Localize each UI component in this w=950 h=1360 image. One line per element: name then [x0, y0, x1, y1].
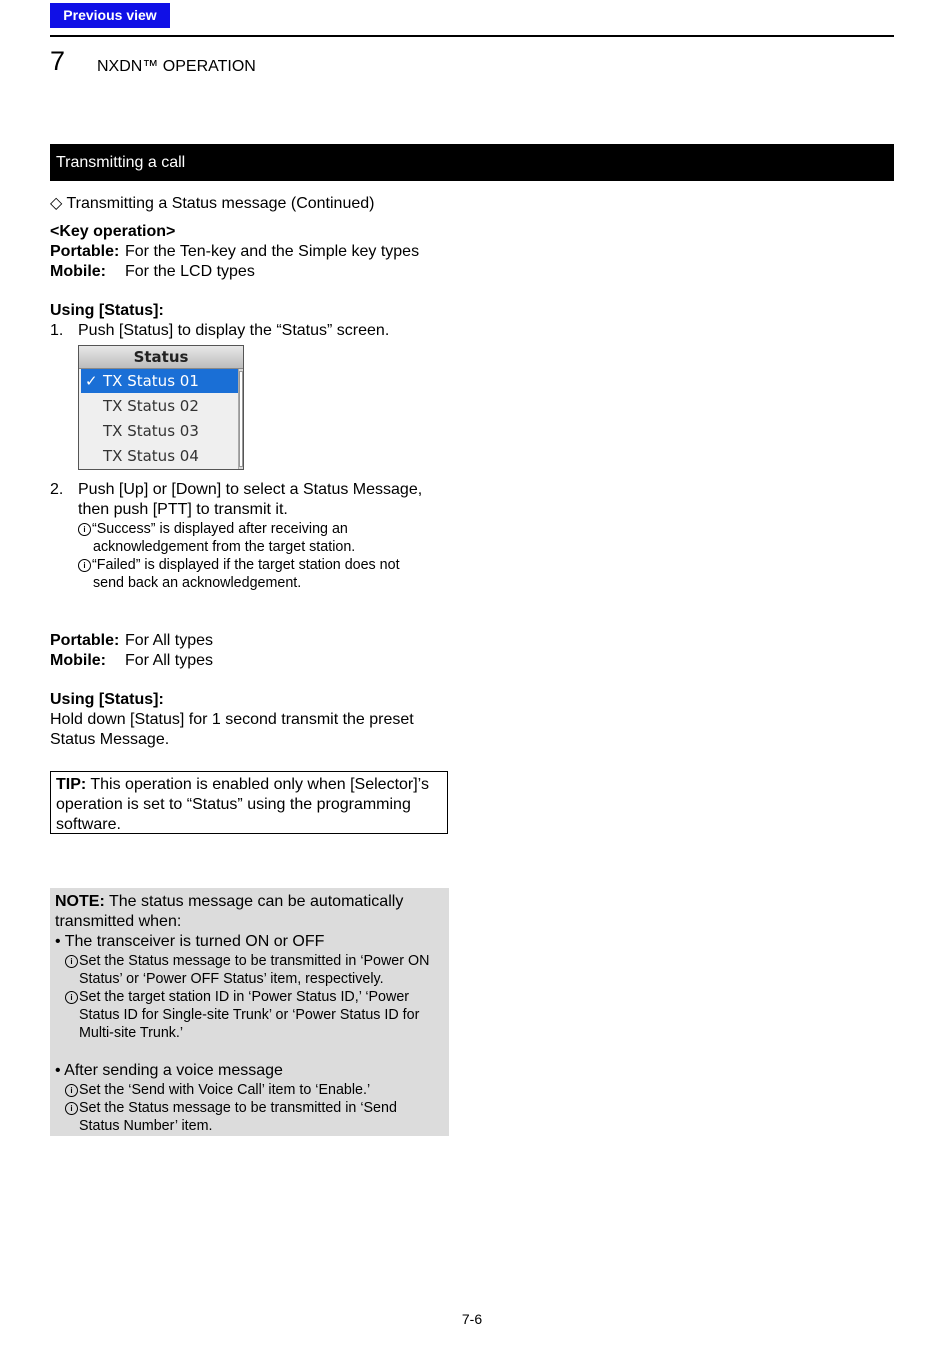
section-title: Transmitting a call [50, 144, 894, 181]
lcd-list-item[interactable] [81, 394, 238, 418]
previous-view-button[interactable]: Previous view [50, 3, 170, 28]
row-text: For the LCD types [125, 263, 255, 280]
key-op-portable-row [50, 242, 419, 262]
chapter-title: NXDN™ OPERATION [97, 58, 256, 75]
lcd-item-label: TX Status 04 [103, 447, 199, 465]
note-subitem-text: Set the ‘Send with Voice Call’ item to ‘Enable.’ [79, 1082, 371, 1098]
row-label: Mobile: [50, 652, 106, 669]
note-text: The status message can be automatically [104, 893, 404, 910]
tip-line: operation is set to “Status” using the programming [56, 796, 411, 813]
note-subitem-text: Set the target station ID in ‘Power Status ID,’ ‘Power [79, 989, 410, 1005]
info-icon: i [65, 1084, 78, 1097]
all-types-portable-row [50, 631, 213, 651]
step-2-continued: then push [PTT] to transmit it. [78, 501, 288, 518]
check-icon: ✓ [85, 372, 98, 390]
chapter-number: 7 [50, 46, 66, 76]
step-1 [50, 321, 389, 341]
note-subitem-continued: Status ID for Single-site Trunk’ or ‘Power Status ID for [79, 1007, 420, 1023]
note-subitem-continued: Status’ or ‘Power OFF Status’ item, respectively. [79, 971, 384, 987]
step-number: 2. [50, 481, 64, 498]
note-subitem [55, 1099, 444, 1117]
header-rule [50, 35, 894, 37]
note-bullet: • After sending a voice message [55, 1062, 283, 1079]
info-icon: i [78, 523, 91, 536]
page-number: 7-6 [461, 1311, 483, 1327]
lcd-title: Status [79, 346, 243, 369]
key-operation-heading: <Key operation> [50, 223, 176, 240]
note-label: NOTE: [55, 893, 105, 910]
info-icon: i [65, 1102, 78, 1115]
subsection-heading [50, 194, 374, 214]
step-text: Push [Status] to display the “Status” screen. [78, 322, 390, 339]
note-subitem [55, 1081, 444, 1099]
step-2-note [78, 520, 348, 538]
tip-text: This operation is enabled only when [Selector]’s [86, 776, 429, 793]
info-icon: i [78, 559, 91, 572]
note-text: “Failed” is displayed if the target station does not [92, 557, 400, 573]
step-2 [50, 480, 422, 500]
step-number: 1. [50, 322, 64, 339]
note-subitem-continued: Multi-site Trunk.’ [79, 1025, 184, 1041]
tip-label: TIP: [56, 776, 87, 793]
row-label: Portable: [50, 243, 120, 260]
lcd-item-label: TX Status 01 [103, 372, 199, 390]
note-subitem [55, 988, 444, 1006]
info-icon: i [65, 991, 78, 1004]
hold-status-text: Hold down [Status] for 1 second transmit the preset [50, 711, 414, 728]
lcd-list-item-selected[interactable] [81, 369, 238, 393]
note-bullet: • The transceiver is turned ON or OFF [55, 933, 325, 950]
step-2-note-continued: send back an acknowledgement. [93, 575, 302, 591]
using-status-heading: Using [Status]: [50, 302, 164, 319]
step-text: Push [Up] or [Down] to select a Status Message, [78, 481, 423, 498]
all-types-mobile-row [50, 651, 213, 671]
tip-line: software. [56, 816, 121, 833]
row-text: For the Ten-key and the Simple key types [125, 243, 420, 260]
note-subitem-continued: Status Number’ item. [79, 1118, 213, 1134]
diamond-icon: ◇ [50, 195, 63, 212]
hold-status-text-continued: Status Message. [50, 731, 170, 748]
tip-box [50, 771, 448, 834]
row-label: Mobile: [50, 263, 106, 280]
key-op-mobile-row [50, 262, 255, 282]
lcd-list-item[interactable] [81, 419, 238, 443]
note-subitem [55, 952, 444, 970]
step-2-note [78, 556, 400, 574]
tip-line [56, 775, 442, 795]
note-box [50, 888, 449, 1136]
step-2-note-continued: acknowledgement from the target station. [93, 539, 356, 555]
subsection-title: Transmitting a Status message (Continued) [66, 195, 375, 212]
lcd-item-label: TX Status 03 [103, 422, 199, 440]
row-text: For All types [125, 632, 214, 649]
note-line: transmitted when: [55, 913, 182, 930]
info-icon: i [65, 955, 78, 968]
lcd-item-label: TX Status 02 [103, 397, 199, 415]
lcd-status-screen [78, 345, 244, 470]
lcd-list-item[interactable] [81, 444, 238, 468]
using-status-heading: Using [Status]: [50, 691, 164, 708]
note-subitem-text: Set the Status message to be transmitted in ‘Send [79, 1100, 397, 1116]
note-subitem-text: Set the Status message to be transmitted in ‘Power ON [79, 953, 430, 969]
note-line [55, 892, 444, 912]
lcd-scrollbar-thumb [239, 371, 243, 467]
note-text: “Success” is displayed after receiving an [92, 521, 348, 537]
lcd-scrollbar [238, 369, 243, 469]
row-text: For All types [125, 652, 214, 669]
row-label: Portable: [50, 632, 120, 649]
